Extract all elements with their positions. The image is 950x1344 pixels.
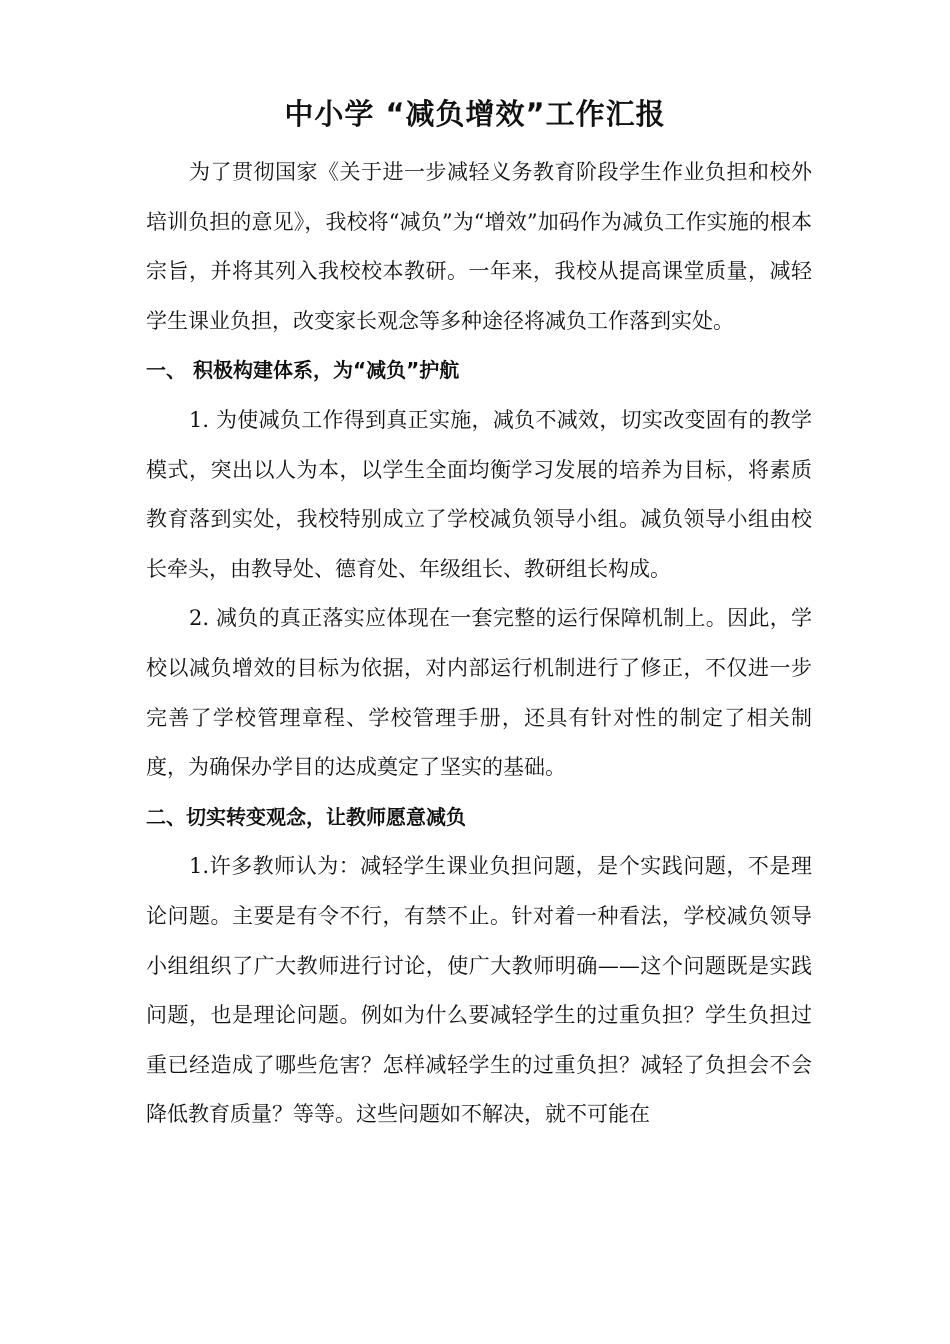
document-title: 中小学 “减负增效”工作汇报	[284, 97, 666, 131]
intro-paragraph: 为了贯彻国家《关于进一步减轻义务教育阶段学生作业负担和校外培训负担的意见》，我校将“减负”为“增效”加码作为减负工作实施的根本宗旨，并将其列入我校校本教研。一年来，我校从提高课堂质量，减轻学生课业负担，改变家长观念等多种途径将减负工作落到实处。	[146, 160, 812, 333]
document-body	[146, 148, 812, 1140]
section-2-paragraph-1: 1.许多教师认为：减轻学生课业负担问题，是个实践问题，不是理论问题。主要是有令不行，有禁不止。针对着一种看法，学校减负领导小组组织了广大教师进行讨论，使广大教师明确——这个问题既是实践问题，也是理论问题。例如为什么要减轻学生的过重负担？学生负担过重已经造成了哪些危害？怎样减轻学生的过重负担？减轻了负担会不会降低教育质量？等等。这些问题如不解决，就不可能在	[146, 854, 812, 1127]
section-1-paragraph-2: 2. 减负的真正落实应体现在一套完整的运行保障机制上。因此，学校以减负增效的目标为依据，对内部运行机制进行了修正，不仅进一步完善了学校管理章程、学校管理手册，还具有针对性的制定了相关制度，为确保办学目的达成奠定了坚实的基础。	[146, 606, 812, 780]
section-heading-2: 二、切实转变观念，让教师愿意减负	[146, 804, 466, 829]
section-heading-1: 一、 积极构建体系，为“减负”护航	[146, 358, 460, 383]
section-1-paragraph-1: 1. 为使减负工作得到真正实施，减负不减效，切实改变固有的教学模式，突出以人为本，以学生全面均衡学习发展的培养为目标，将素质教育落到实处，我校特别成立了学校减负领导小组。减负领导小组由校长牵头，由教导处、德育处、年级组长、教研组长构成。	[146, 407, 812, 581]
